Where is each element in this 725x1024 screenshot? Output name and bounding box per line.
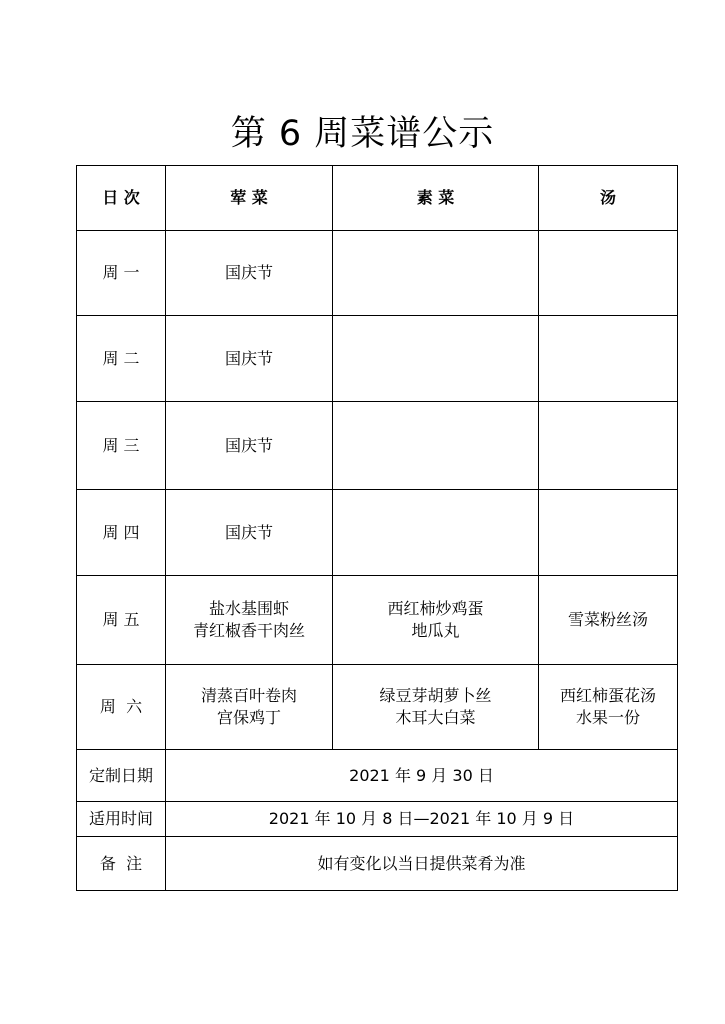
table-row: [77, 837, 678, 891]
table-row: [77, 231, 678, 316]
dish-name: 国庆节: [224, 348, 273, 368]
soup-cell: [539, 665, 678, 750]
header-soup: 汤: [539, 166, 678, 231]
note-value: 如有变化以当日提供菜肴为准: [166, 837, 678, 891]
page-title: 第 6 周菜谱公示: [230, 114, 495, 154]
day-cell: 周 二: [77, 316, 166, 402]
date-label: 定制日期: [77, 750, 166, 802]
meat-cell: [166, 576, 333, 665]
dish-name: 水果一份: [575, 708, 640, 727]
period-label: 适用时间: [77, 802, 166, 837]
day-cell: 周 六: [77, 665, 166, 750]
header-day: 日 次: [77, 166, 166, 231]
table-row: [77, 316, 678, 402]
veg-cell: [333, 576, 539, 665]
dish-name: 盐水基围虾: [208, 599, 289, 618]
table-row: [77, 750, 678, 802]
dish-name: 国庆节: [224, 263, 273, 282]
day-cell: 周 四: [77, 490, 166, 576]
dish-name: 雪菜粉丝汤: [567, 610, 648, 629]
dish-name: 清蒸百叶卷肉: [200, 686, 297, 705]
dish-name: 西红柿炒鸡蛋: [387, 599, 484, 618]
veg-cell: [333, 665, 539, 750]
header-vegetable-dishes: 素 菜: [333, 166, 539, 231]
table-row: [77, 576, 678, 665]
table-row: [77, 665, 678, 750]
dish-name: 绿豆芽胡萝卜丝: [379, 686, 492, 705]
veg-cell: [333, 231, 539, 316]
meat-cell: [166, 402, 333, 490]
dish-name: 国庆节: [224, 435, 273, 455]
meat-cell: [166, 665, 333, 750]
table-row: [77, 402, 678, 490]
header-meat-dishes: 荤 菜: [166, 166, 333, 231]
dish-name: 宫保鸡丁: [216, 708, 281, 727]
menu-table: [76, 165, 678, 891]
dish-name: 木耳大白菜: [395, 708, 476, 727]
table-header-row: [77, 166, 678, 231]
note-label: 备 注: [77, 837, 166, 891]
dish-name: 地瓜丸: [411, 621, 460, 640]
meat-cell: [166, 316, 333, 402]
period-value: 2021 年 10 月 8 日—2021 年 10 月 9 日: [166, 802, 678, 837]
meat-cell: [166, 490, 333, 576]
soup-cell: [539, 316, 678, 402]
dish-name: 国庆节: [224, 522, 273, 542]
dish-name: 青红椒香干肉丝: [192, 621, 305, 640]
veg-cell: [333, 402, 539, 490]
date-value: 2021 年 9 月 30 日: [166, 750, 678, 802]
meat-cell: [166, 231, 333, 316]
soup-cell: [539, 576, 678, 665]
day-cell: 周 三: [77, 402, 166, 490]
dish-name: 西红柿蛋花汤: [559, 686, 656, 705]
veg-cell: [333, 316, 539, 402]
veg-cell: [333, 490, 539, 576]
soup-cell: [539, 231, 678, 316]
day-cell: 周 五: [77, 576, 166, 665]
day-cell: 周 一: [77, 231, 166, 316]
soup-cell: [539, 490, 678, 576]
soup-cell: [539, 402, 678, 490]
table-row: [77, 490, 678, 576]
table-row: [77, 802, 678, 837]
